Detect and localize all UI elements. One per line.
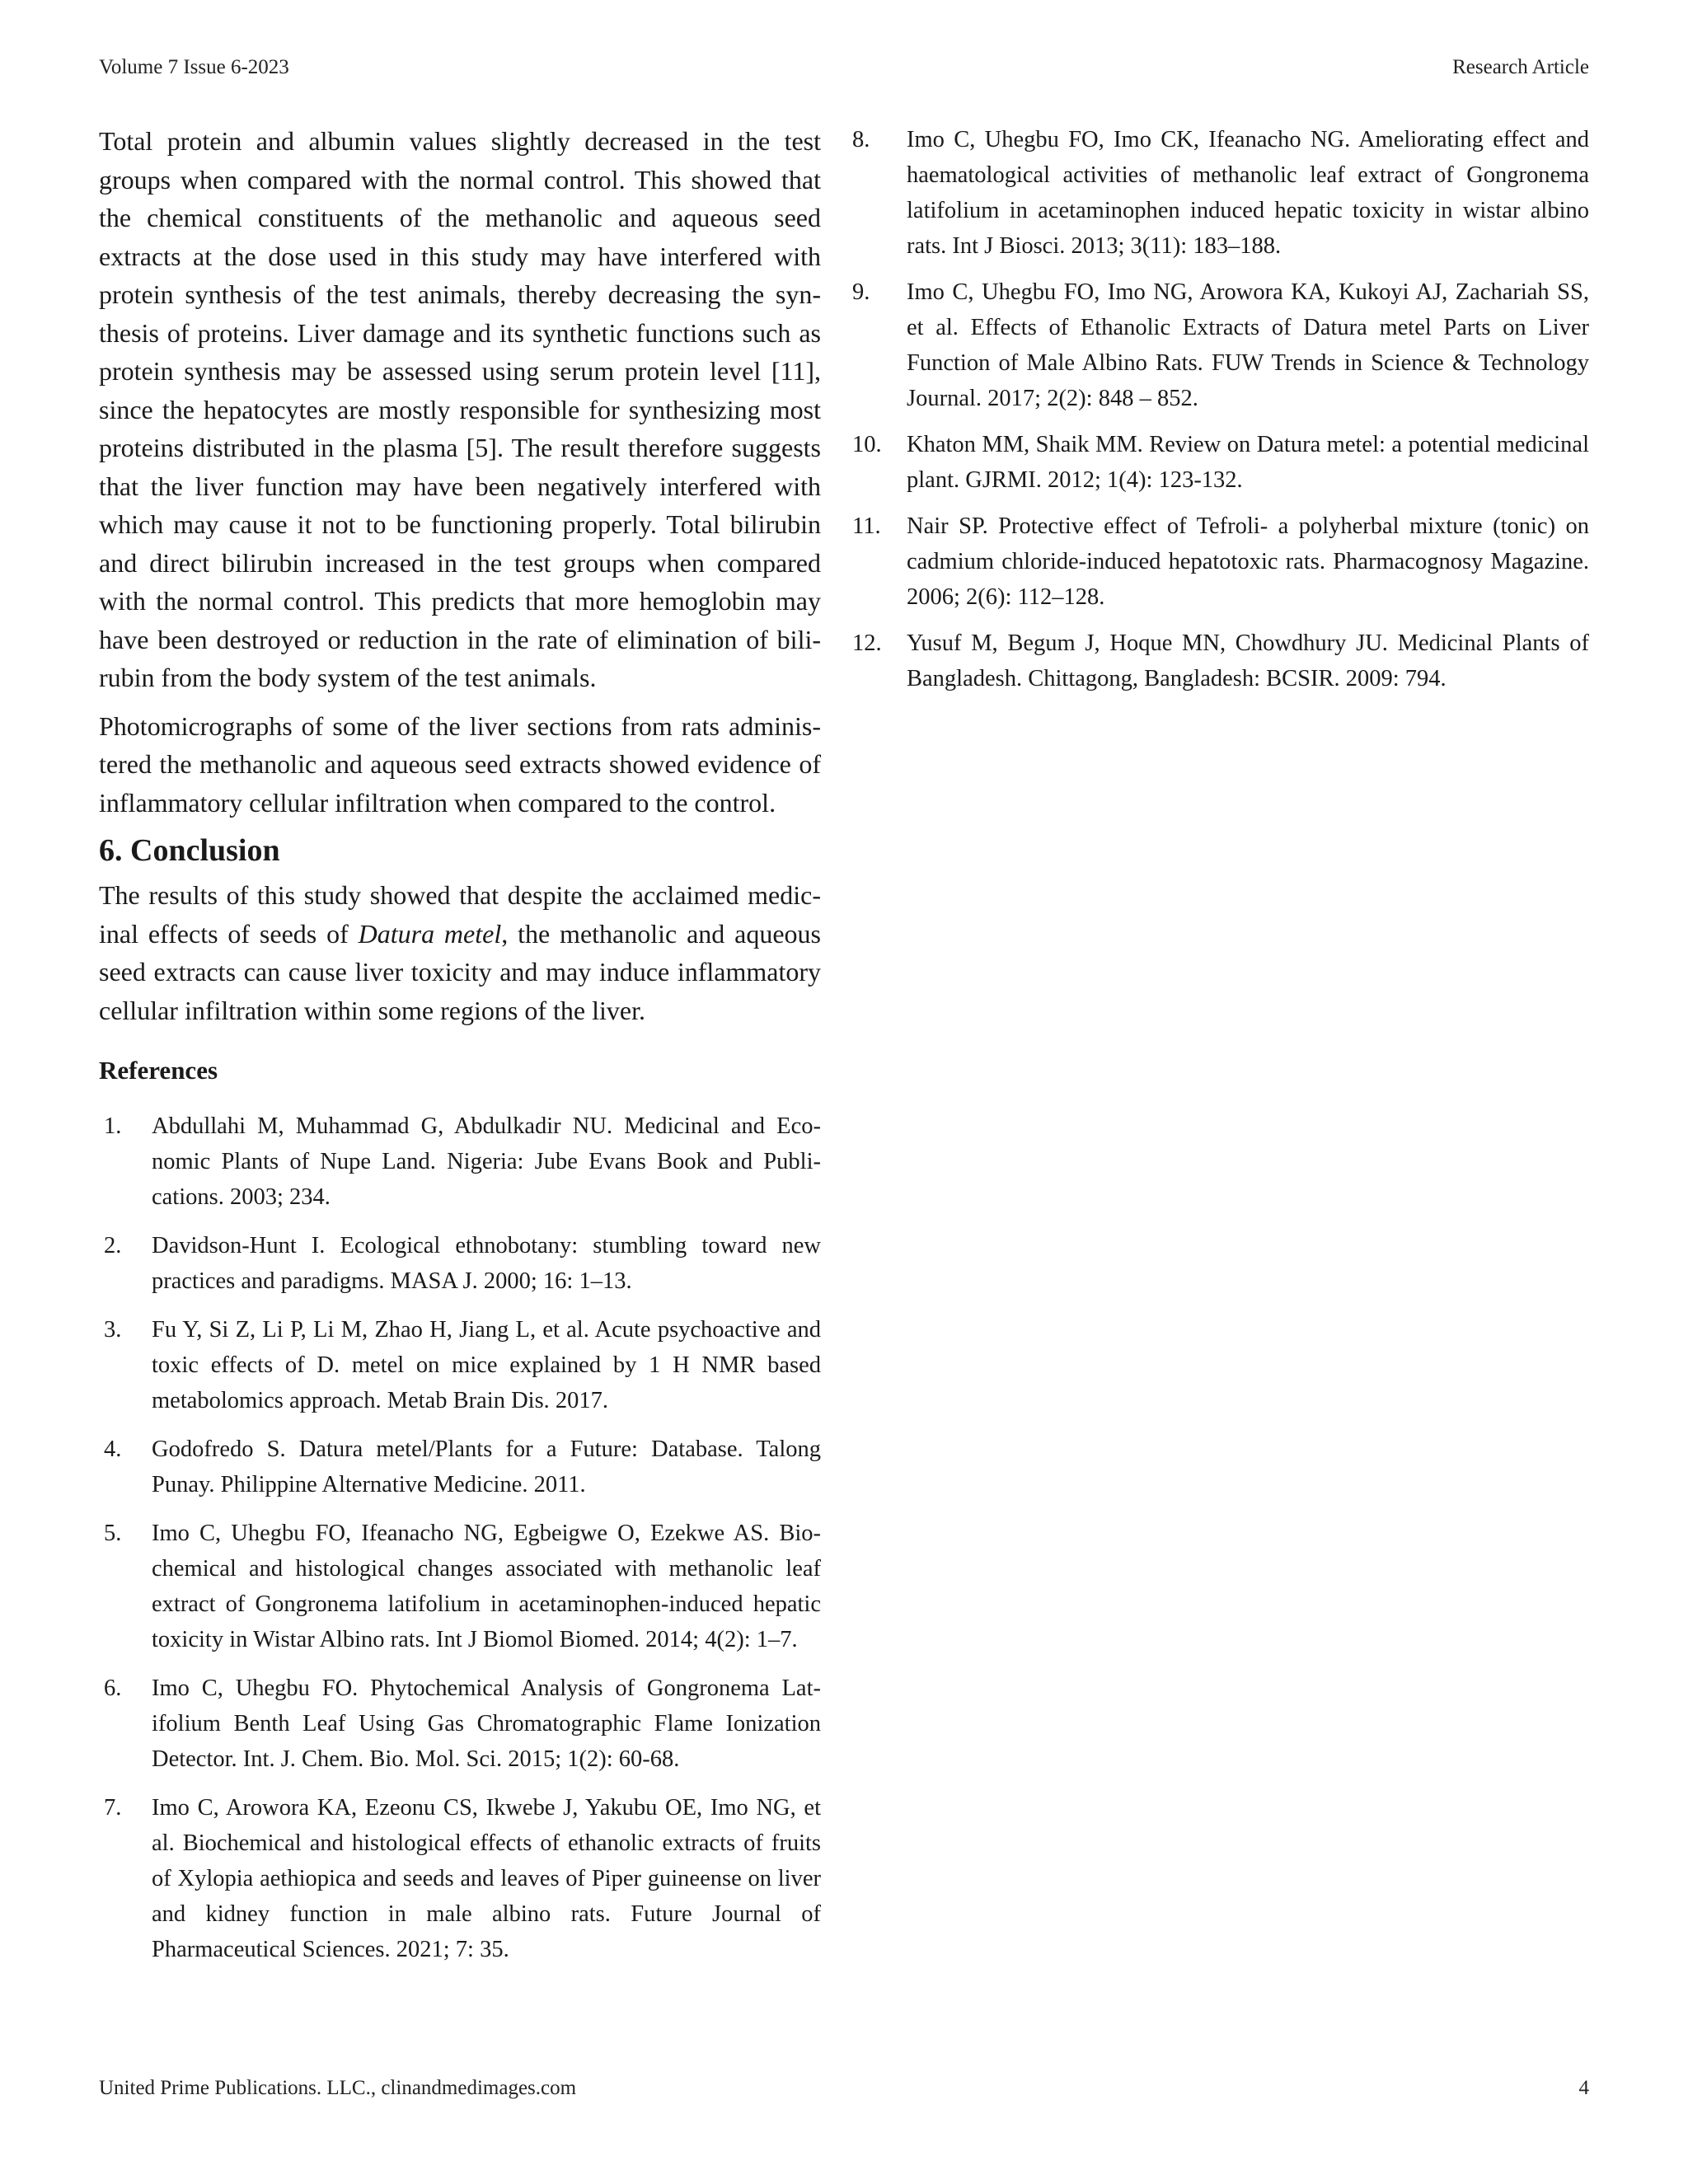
reference-item xyxy=(852,274,1589,416)
conclusion-text: The results of this study showed that despite the acclaimed medicinal effects of seeds of xyxy=(99,880,821,949)
references-heading: References xyxy=(99,1056,218,1085)
reference-number: 3. xyxy=(104,1317,122,1343)
reference-item xyxy=(99,1108,821,1215)
left-column xyxy=(99,122,821,1980)
reference-text: Fu Y, Si Z, Li P, Li M, Zhao H, Jiang L, et al. Acute psychoactive and toxic effects of D. metel on mice explained by 1 H NMR based metabolomics approach. Metab Brain Dis. 2017. xyxy=(152,1317,821,1413)
reference-number: 2. xyxy=(104,1233,122,1258)
reference-text: Davidson-Hunt I. Ecological ethnobotany: stumbling toward new practices and paradigms. MASA J. 2000; 16: 1–13. xyxy=(152,1233,821,1294)
reference-number: 12. xyxy=(852,630,882,656)
reference-number: 6. xyxy=(104,1675,122,1701)
conclusion-text: , the methanolic and aqueous seed extracts can cause liver toxicity and may induce inflammatory cellular infiltration within some regions of the liver. xyxy=(99,918,822,1025)
reference-item xyxy=(99,1312,821,1418)
reference-text: Nair SP. Protective effect of Tefroli- a polyherbal mixture (tonic) on cadmium chloride-induced hepatotoxic rats. Pharmacognosy Magazine. 2006; 2(6): 112–128. xyxy=(907,513,1589,610)
reference-number: 7. xyxy=(104,1795,122,1821)
reference-item xyxy=(99,1228,821,1299)
reference-text: Godofredo S. Datura metel/Plants for a Future: Database. Talong Punay. Philippine Alternative Medicine. 2011. xyxy=(152,1436,821,1497)
page-footer xyxy=(99,2077,1589,2100)
journal-volume: Volume 7 Issue 6-2023 xyxy=(99,56,289,78)
reference-text: Imo C, Uhegbu FO. Phytochemical Analysis of Gongronema Latifolium Benth Leaf Using Gas Chromatographic Flame Ionization Detector. Int. J. Chem. Bio. Mol. Sci. 2015; 1(2): 60-68. xyxy=(152,1675,821,1772)
reference-text: Imo C, Uhegbu FO, Imo NG, Arowora KA, Kukoyi AJ, Zachariah SS, et al. Effects of Ethanolic Extracts of Datura metel Parts on Liver Function of Male Albino Rats. FUW Trends in Science & Technology Journal. 2017; 2(2): 848 – 852. xyxy=(907,279,1589,411)
body-paragraph: Total protein and albumin values slightly decreased in the test groups when compared with the normal control. This showed that the chemical constituents of the methanolic and aqueous seed extracts at the dose used in this study may have interfered with protein synthesis of the test animals, thereby decreasing the synthesis of proteins. Liver damage and its synthetic functions such as protein synthesis may be assessed using serum protein level [11], since the hepatocytes are mostly responsible for synthesizing most proteins distributed in the plasma [5]. The result therefore suggests that the liver function may have been negatively interfered with which may cause it not to be functioning properly. Total bilirubin and direct bilirubin increased in the test groups when compared with the normal control. This predicts that more hemoglobin may have been destroyed or reduction in the rate of elimination of bilirubin from the body system of the test animals. xyxy=(99,126,821,692)
reference-number: 4. xyxy=(104,1436,122,1462)
reference-item xyxy=(99,1790,821,1967)
reference-item xyxy=(99,1432,821,1502)
reference-number: 8. xyxy=(852,127,870,152)
reference-item xyxy=(99,1671,821,1777)
conclusion-paragraph xyxy=(99,876,821,1029)
reference-number: 11. xyxy=(852,513,881,539)
reference-item xyxy=(852,427,1589,498)
reference-text: Imo C, Arowora KA, Ezeonu CS, Ikwebe J, Yakubu OE, Imo NG, et al. Biochemical and histological effects of ethanolic extracts of fruits of Xylopia aethiopica and seeds and leaves of Piper guineense on liver and kidney function in male albino rats. Future Journal of Pharmaceutical Sciences. 2021; 7: 35. xyxy=(152,1795,821,1962)
article-type: Research Article xyxy=(1452,56,1589,78)
reference-item xyxy=(99,1516,821,1657)
reference-item xyxy=(852,122,1589,264)
page-header xyxy=(99,56,1589,79)
reference-text: Khaton MM, Shaik MM. Review on Datura metel: a potential medicinal plant. GJRMI. 2012; 1(4): 123-132. xyxy=(907,432,1589,493)
reference-list xyxy=(99,1108,821,1967)
species-name: Datura metel xyxy=(358,918,502,949)
section-heading: 6. Conclusion xyxy=(99,833,280,868)
reference-number: 5. xyxy=(104,1521,122,1546)
body-paragraph: Photomicrographs of some of the liver sections from rats administered the methanolic and aqueous seed extracts showed evidence of inflammatory cellular infiltration when compared to the control. xyxy=(99,710,821,818)
reference-item xyxy=(852,626,1589,696)
reference-text: Imo C, Uhegbu FO, Imo CK, Ifeanacho NG. Ameliorating effect and haematological activities of methanolic leaf extract of Gongronema latifolium in acetaminophen induced hepatic toxicity in wistar albino rats. Int J Biosci. 2013; 3(11): 183–188. xyxy=(907,127,1589,259)
reference-item xyxy=(852,509,1589,615)
reference-number: 1. xyxy=(104,1113,122,1139)
reference-text: Imo C, Uhegbu FO, Ifeanacho NG, Egbeigwe O, Ezekwe AS. Biochemical and histological changes associated with methanolic leaf extract of Gongronema latifolium in acetaminophen-induced hepatic toxicity in Wistar Albino rats. Int J Biomol Biomed. 2014; 4(2): 1–7. xyxy=(152,1521,821,1652)
reference-number: 10. xyxy=(852,432,882,457)
right-column xyxy=(852,122,1589,707)
reference-list-continued xyxy=(852,122,1589,696)
reference-text: Abdullahi M, Muhammad G, Abdulkadir NU. Medicinal and Economic Plants of Nupe Land. Nigeria: Jube Evans Book and Publications. 2003; 234. xyxy=(152,1113,821,1210)
publisher-info: United Prime Publications. LLC., clinandmedimages.com xyxy=(99,2077,577,2099)
page-number: 4 xyxy=(1578,2077,1589,2099)
reference-number: 9. xyxy=(852,279,870,305)
reference-text: Yusuf M, Begum J, Hoque MN, Chowdhury JU. Medicinal Plants of Bangladesh. Chittagong, Bangladesh: BCSIR. 2009: 794. xyxy=(907,630,1589,691)
